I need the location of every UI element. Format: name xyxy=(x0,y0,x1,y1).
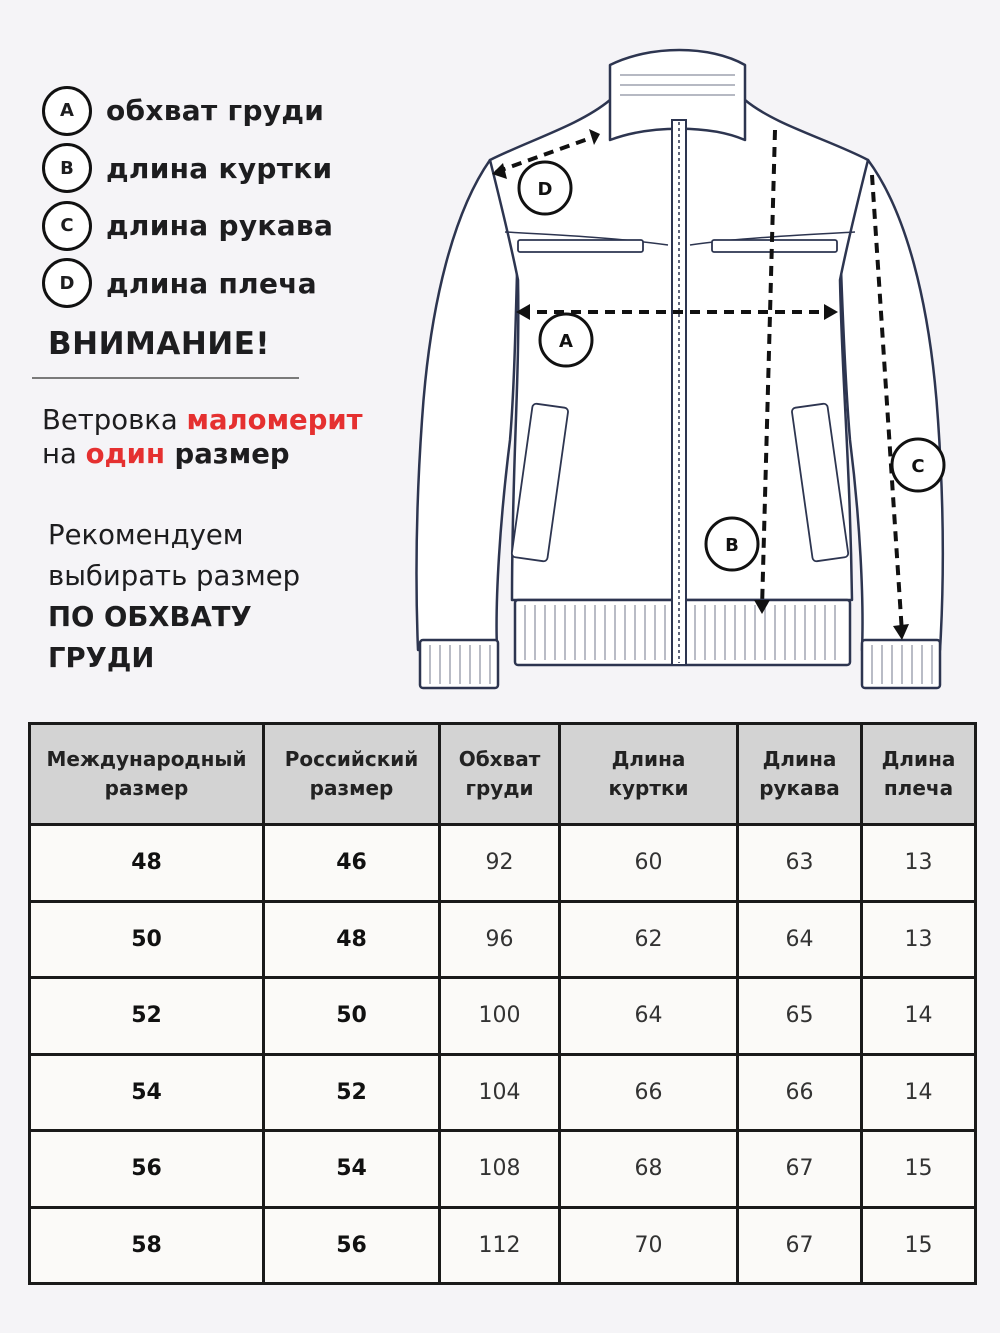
recommend-line: выбирать размер xyxy=(48,560,301,592)
table-row xyxy=(30,901,976,978)
cell-jacket-length: 60 xyxy=(560,825,738,902)
recommend-line-bold: ГРУДИ xyxy=(48,642,155,674)
badge-b: B xyxy=(42,143,92,193)
cell-international: 54 xyxy=(30,1054,264,1131)
cell-shoulder-length: 14 xyxy=(862,978,976,1055)
table-header-row xyxy=(30,724,976,825)
cell-shoulder-length: 13 xyxy=(862,901,976,978)
badge-d: D xyxy=(42,258,92,308)
header-sleeve-length: Длина рукава xyxy=(738,724,862,825)
left-chest-pocket xyxy=(518,240,643,252)
legend-label-d: длина плеча xyxy=(106,266,317,300)
header-international-size: Международный размер xyxy=(30,724,264,825)
measurement-legend xyxy=(42,82,333,312)
legend-item-a xyxy=(42,82,333,140)
legend-label-a: обхват груди xyxy=(106,94,325,128)
cell-jacket-length: 66 xyxy=(560,1054,738,1131)
cell-russian: 54 xyxy=(264,1131,440,1208)
header-russian-size: Российский размер xyxy=(264,724,440,825)
right-sleeve xyxy=(840,160,943,650)
cell-sleeve-length: 66 xyxy=(738,1054,862,1131)
table-row xyxy=(30,1054,976,1131)
cell-international: 56 xyxy=(30,1131,264,1208)
cell-shoulder-length: 14 xyxy=(862,1054,976,1131)
legend-label-b: длина куртки xyxy=(106,151,333,185)
header-shoulder-length: Длина плеча xyxy=(862,724,976,825)
recommend-line-bold: ПО ОБХВАТУ xyxy=(48,601,252,633)
note-text: на xyxy=(42,438,86,470)
divider xyxy=(32,377,299,379)
cell-russian: 50 xyxy=(264,978,440,1055)
legend-item-b xyxy=(42,140,333,198)
table-row xyxy=(30,1131,976,1208)
note-text: Ветровка xyxy=(42,404,187,436)
cell-chest: 108 xyxy=(440,1131,560,1208)
note-text-bold: размер xyxy=(164,438,290,470)
cell-chest: 96 xyxy=(440,901,560,978)
fit-warning-note xyxy=(42,403,363,471)
cell-chest: 104 xyxy=(440,1054,560,1131)
cell-jacket-length: 68 xyxy=(560,1131,738,1208)
cell-chest: 100 xyxy=(440,978,560,1055)
cell-russian: 56 xyxy=(264,1207,440,1284)
cell-international: 58 xyxy=(30,1207,264,1284)
table-row xyxy=(30,978,976,1055)
cell-shoulder-length: 15 xyxy=(862,1131,976,1208)
diagram-label-c: C xyxy=(911,456,925,477)
warning-title: ВНИМАНИЕ! xyxy=(48,326,271,362)
left-sleeve xyxy=(417,160,518,650)
cell-chest: 92 xyxy=(440,825,560,902)
cell-russian: 48 xyxy=(264,901,440,978)
cell-international: 52 xyxy=(30,978,264,1055)
cell-sleeve-length: 67 xyxy=(738,1207,862,1284)
header-jacket-length: Длина куртки xyxy=(560,724,738,825)
header-chest: Обхват груди xyxy=(440,724,560,825)
recommendation-note xyxy=(48,515,300,679)
legend-item-c xyxy=(42,197,333,255)
left-cuff xyxy=(420,640,498,688)
recommend-line: Рекомендуем xyxy=(48,519,244,551)
cell-jacket-length: 62 xyxy=(560,901,738,978)
badge-a: A xyxy=(42,86,92,136)
cell-chest: 112 xyxy=(440,1207,560,1284)
note-highlight: один xyxy=(85,438,165,470)
right-chest-pocket xyxy=(712,240,837,252)
note-highlight: маломерит xyxy=(186,404,363,436)
right-cuff xyxy=(862,640,940,688)
cell-sleeve-length: 67 xyxy=(738,1131,862,1208)
cell-shoulder-length: 13 xyxy=(862,825,976,902)
cell-international: 50 xyxy=(30,901,264,978)
cell-sleeve-length: 63 xyxy=(738,825,862,902)
cell-jacket-length: 70 xyxy=(560,1207,738,1284)
cell-sleeve-length: 65 xyxy=(738,978,862,1055)
badge-c: C xyxy=(42,201,92,251)
cell-russian: 46 xyxy=(264,825,440,902)
cell-jacket-length: 64 xyxy=(560,978,738,1055)
legend-label-c: длина рукава xyxy=(106,209,334,243)
cell-international: 48 xyxy=(30,825,264,902)
cell-russian: 52 xyxy=(264,1054,440,1131)
legend-item-d xyxy=(42,255,333,313)
diagram-label-d: D xyxy=(537,179,553,200)
size-table xyxy=(28,722,977,1285)
table-row xyxy=(30,825,976,902)
diagram-label-b: B xyxy=(725,535,739,556)
cell-shoulder-length: 15 xyxy=(862,1207,976,1284)
cell-sleeve-length: 64 xyxy=(738,901,862,978)
diagram-label-a: A xyxy=(559,331,573,352)
table-row xyxy=(30,1207,976,1284)
jacket-diagram xyxy=(405,48,965,698)
